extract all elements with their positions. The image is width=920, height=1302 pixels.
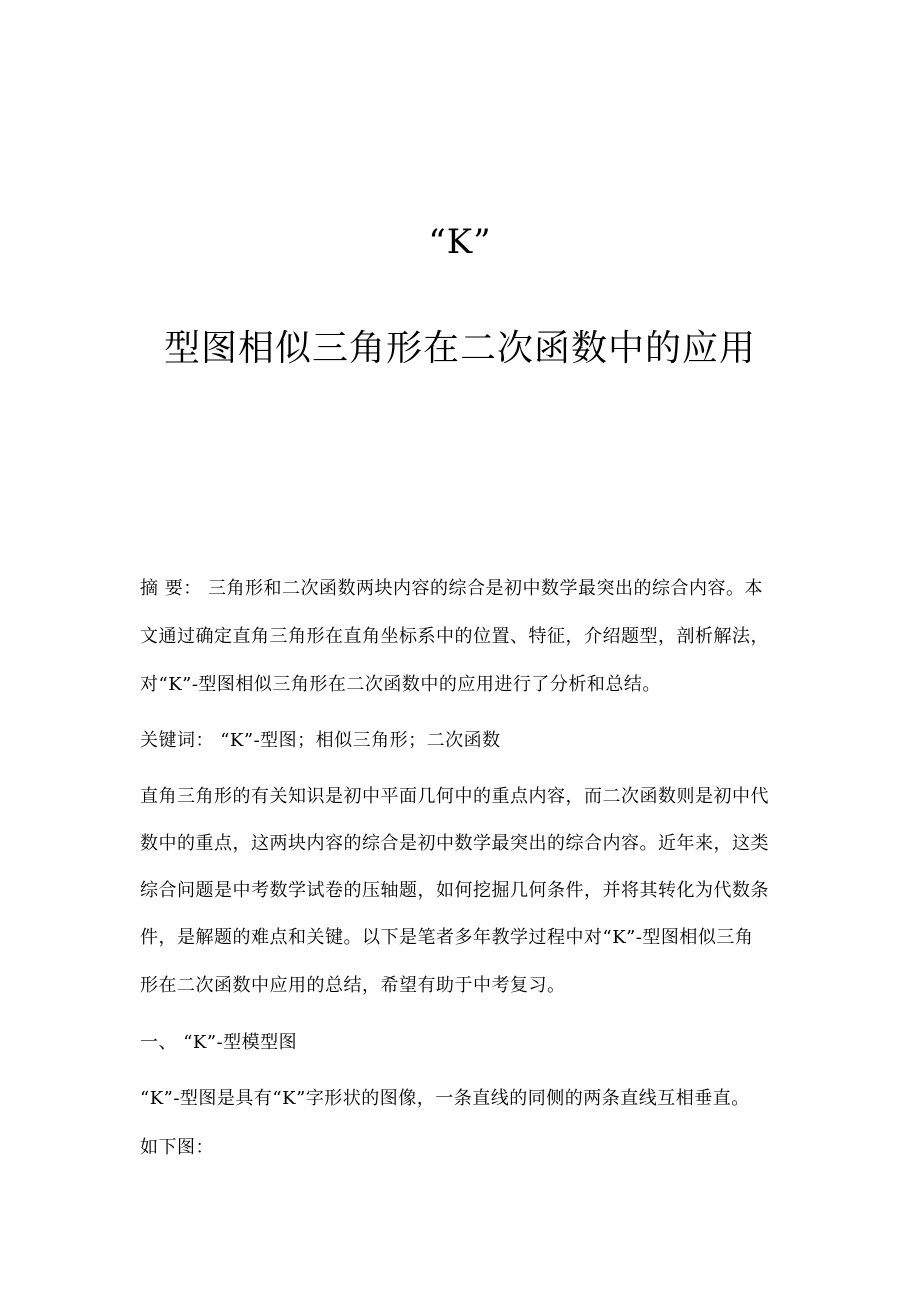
abstract-line-1: 摘 要： 三角形和二次函数两块内容的综合是初中数学最突出的综合内容。本	[140, 578, 763, 599]
intro-line-1: 直角三角形的有关知识是初中平面几何中的重点内容，而二次函数则是初中代	[140, 786, 769, 807]
abstract-line-2: 文通过确定直角三角形在直角坐标系中的位置、特征，介绍题型，剖析解法，	[140, 626, 769, 647]
document-title: 型图相似三角形在二次函数中的应用	[163, 328, 756, 369]
keywords-text: 关键词： “K”-型图；相似三角形；二次函数	[140, 730, 501, 751]
section-1-line-2: 如下图：	[140, 1137, 214, 1158]
abstract-line-3: 对“K”-型图相似三角形在二次函数中的应用进行了分析和总结。	[140, 674, 661, 695]
intro-line-5: 形在二次函数中应用的总结，希望有助于中考复习。	[140, 975, 566, 996]
intro-line-4: 件，是解题的难点和关键。以下是笔者多年教学过程中对“K”-型图相似三角	[140, 927, 754, 948]
intro-line-2: 数中的重点，这两块内容的综合是初中数学最突出的综合内容。近年来，这类	[140, 833, 769, 854]
section-1-heading-text: 一、 “K”-型模型图	[140, 1032, 298, 1053]
title-k-quote: “K”	[428, 222, 492, 262]
intro-line-3: 综合问题是中考数学试卷的压轴题，如何挖掘几何条件，并将其转化为代数条	[140, 880, 769, 901]
section-1-line-1: “K”-型图是具有“K”字形状的图像，一条直线的同侧的两条直线互相垂直。	[140, 1088, 750, 1109]
